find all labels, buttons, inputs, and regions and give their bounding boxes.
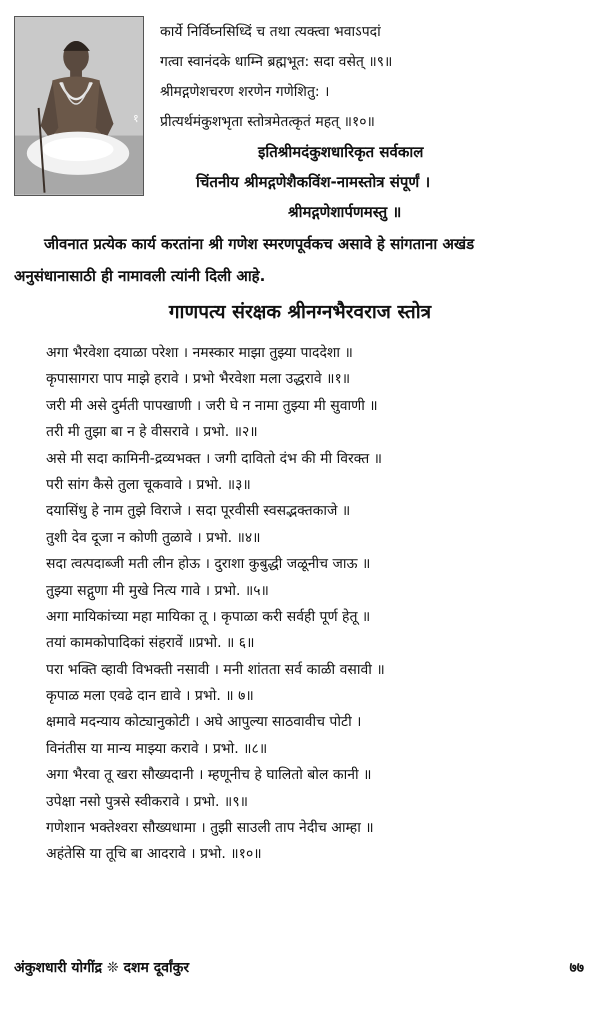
verse-line: क्षमावे मदन्याय कोट्यानुकोटी । अघे आपुल्या साठवावीच पोटी ।	[46, 714, 362, 731]
portrait-photo	[14, 16, 144, 196]
header-shloka-line-3: श्रीमद्गणेशचरण शरणेन गणेशितु: ।	[160, 84, 330, 100]
verse-line: तयां कामकोपादिकां संहरावें ॥प्रभो. ॥ ६॥	[46, 635, 255, 652]
verse-line: परा भक्ति व्हावी विभक्ती नसावी । मनी शांतता सर्व काळी वसावी ॥	[46, 661, 385, 678]
intro-paragraph-line-2: अनुसंधानासाठी ही नामावली त्यांनी दिली आहे.	[14, 267, 266, 285]
footer-book-title: अंकुशधारी योगींद्र ❊ दशम दूर्वांकुर	[14, 960, 190, 976]
colophon-line-3: श्रीमद्गणेशार्पणमस्तु ॥	[288, 203, 402, 221]
colophon-line-1: इतिश्रीमदंकुशधारिकृत सर्वकाल	[258, 143, 424, 161]
colophon-line-2: चिंतनीय श्रीमद्गणेशैकविंश-नामस्तोत्र संपूर्णं ।	[196, 173, 431, 191]
verse-line: अगा भैरवेशा दयाळा परेशा । नमस्कार माझा तुझ्या पाददेशा ॥	[46, 345, 353, 361]
verse-line: गणेशान भक्तेश्वरा सौख्यधामा । तुझी साउली ताप नेदीच आम्हा ॥	[46, 820, 374, 837]
intro-paragraph	[14, 228, 590, 292]
verse-line: अगा मायिकांच्या महा मायिका तू । कृपाळा करी सर्वही पूर्ण हेतू ॥	[46, 608, 371, 625]
verse-line: दयासिंधु हे नाम तुझे विराजे । सदा पूरवीसी स्वसद्भक्तकाजे ॥	[46, 503, 351, 520]
verse-line: तुशी देव दूजा न कोणी तुळावे । प्रभो. ॥४॥	[46, 529, 261, 546]
verse-line: अगा भैरवा तू खरा सौख्यदानी । म्हणूनीच हे घालितो बोल कानी ॥	[46, 767, 372, 784]
verse-line: असे मी सदा कामिनी-द्रव्यभक्त । जगी दावितो दंभ की मी विरक्त ॥	[46, 450, 383, 467]
header-shloka-line-2: गत्वा स्वानंदके धाम्नि ब्रह्मभूत: सदा वसेत् ॥९॥	[160, 54, 393, 70]
page-number: ७७	[569, 960, 584, 976]
verse-list	[46, 340, 590, 868]
stotra-title: गाणपत्य संरक्षक श्रीनग्नभैरवराज स्तोत्र	[168, 301, 432, 323]
verse-line: परी सांग कैसे तुला चूकवावे । प्रभो. ॥३॥	[46, 476, 251, 493]
verse-line: कृपाळ मला एवढे दान द्यावे । प्रभो. ॥ ७॥	[46, 688, 254, 705]
header-shloka-line-1: कार्ये निर्विघ्नसिध्दिं च तथा त्यक्त्वा भवाऽपदां	[160, 24, 381, 40]
verse-line: जरी मी असे दुर्मती पापखाणी । जरी घे न नामा तुझ्या मी सुवाणी ॥	[46, 397, 378, 414]
verse-line: कृपासागरा पाप माझे हरावे । प्रभो भैरवेशा मला उद्धरावे ॥१॥	[46, 371, 351, 388]
verse-line: तुझ्या सद्गुणा मी मुखे नित्य गावे । प्रभो. ॥५॥	[46, 582, 269, 599]
verse-line: सदा त्वत्पदाब्जी मती लीन होऊ । दुराशा कुबुद्धी जळूनीच जाऊ ॥	[46, 556, 371, 573]
verse-line: उपेक्षा नसो पुत्रसे स्वीकरावे । प्रभो. ॥९॥	[46, 793, 248, 810]
seated-yogi-illustration	[15, 17, 143, 195]
header-shloka-line-4: प्रीत्यर्थमंकुशभृता स्तोत्रमेतत्कृतं महत् ॥१०॥	[160, 114, 375, 130]
photo-label: १	[133, 112, 139, 125]
verse-line: विनंतीस या मान्य माझ्या करावे । प्रभो. ॥८॥	[46, 740, 268, 757]
verse-line: अहंतेसि या तूचि बा आदरावे । प्रभो. ॥१०॥	[46, 846, 262, 863]
verse-line: तरी मी तुझा बा न हे वीसरावे । प्रभो. ॥२॥	[46, 424, 258, 441]
intro-paragraph-line-1: जीवनात प्रत्येक कार्य करतांना श्री गणेश स्मरणपूर्वकच असावे हे सांगताना अखंड	[44, 235, 475, 253]
